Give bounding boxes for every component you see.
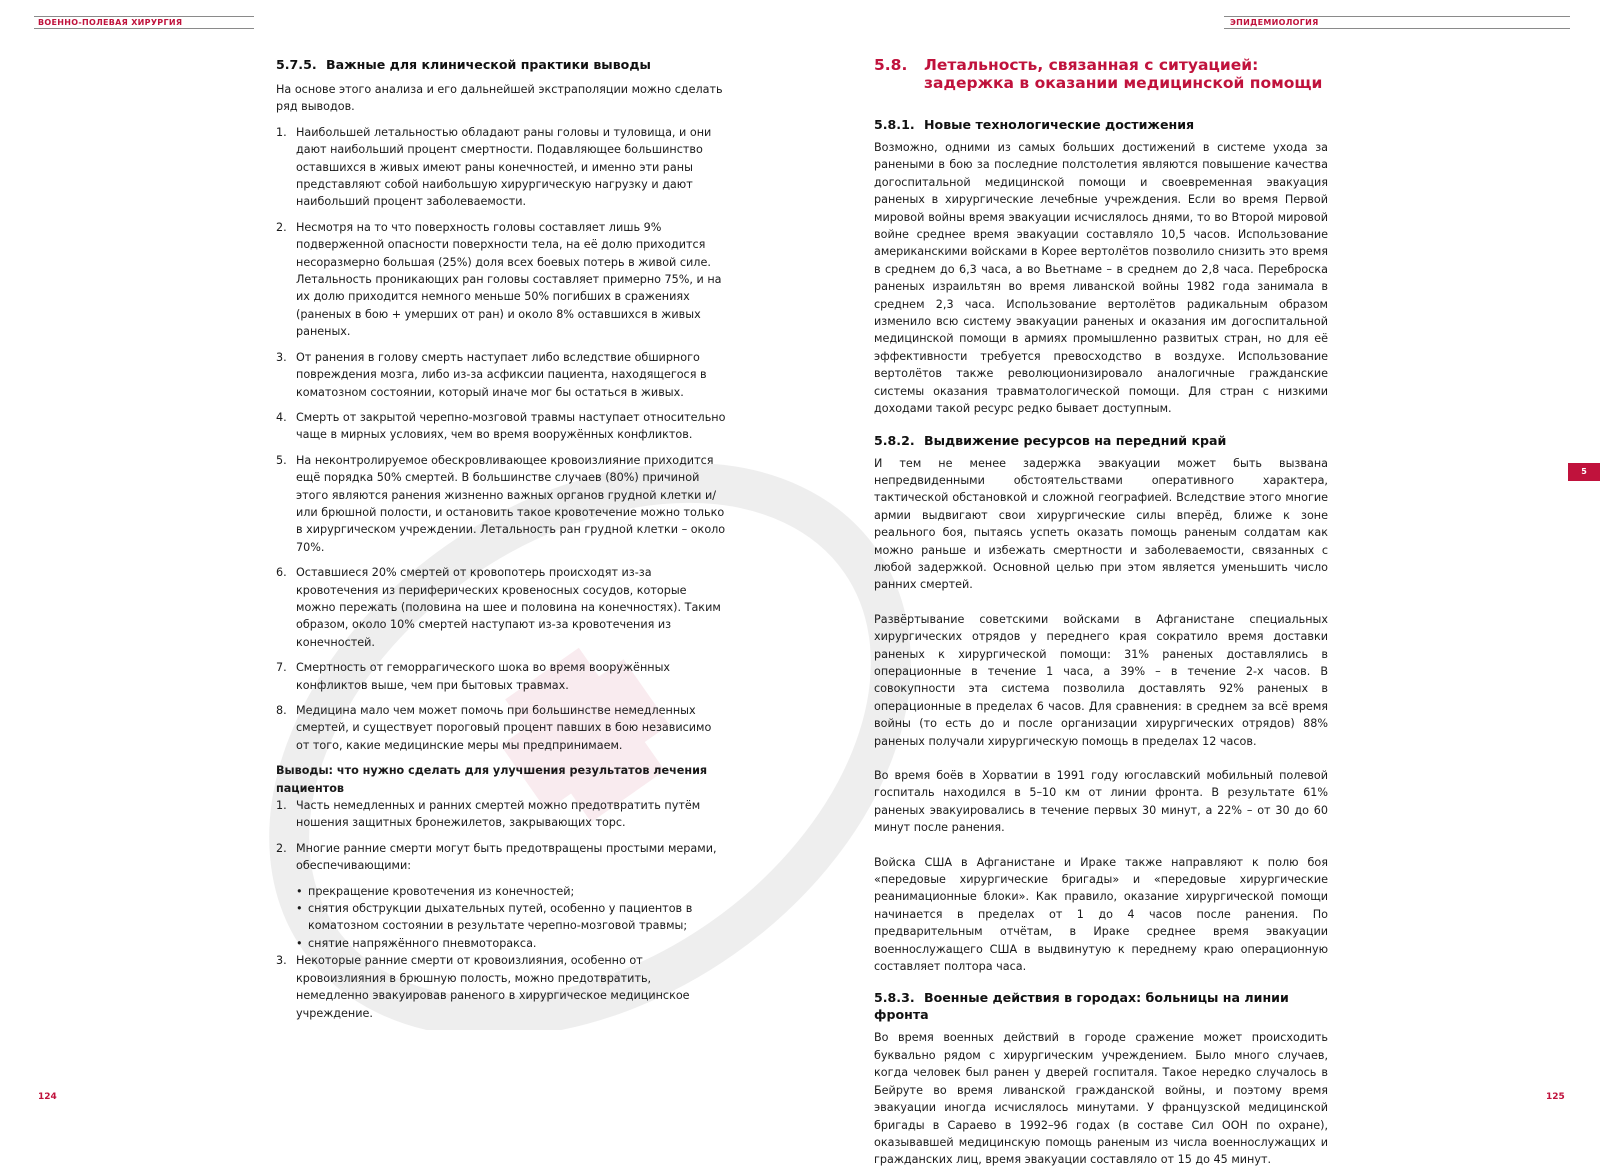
item-number: 1. [276,799,287,813]
item-text: Несмотря на то что поверхность головы составляет лишь 9% подверженной опасности поверхности тела, на её долю приходится несоразмерно большая (25%) доля всех боевых потерь в живой силе. Летальность проникающих ран головы составляет примерно 75%, и на их долю приходится немного меньше 50% погибших в сражениях (раненых в бою + умерших от ран) и около 8% оставшихся в живых раненых. [296,220,722,339]
item-text: Медицина мало чем может помочь при большинстве немедленных смертей, и существует пороговый процент павших в бою независимо от того, какие медицинские меры мы предпринимаем. [296,704,712,752]
measures-bullet-list [276,883,726,953]
item-number: 5. [276,453,287,467]
list-item [276,659,726,694]
findings-list [276,124,726,754]
paragraph: Во время боёв в Хорватии в 1991 году югославский мобильный полевой госпиталь находился в 5–10 км от линии фронта. В результате 61% раненых эвакуировались в течение первых 30 минут, а 22% – от 30 до 60 минут после ранения. [874,769,1328,835]
list-item [276,124,726,211]
intro-paragraph: На основе этого анализа и его дальнейшей экстраполяции можно сделать ряд выводов. [276,83,723,114]
section-heading-5-7-5 [276,56,726,73]
bullet-text: снятия обструкции дыхательных путей, особенно у пациентов в коматозном состоянии в результате черепно-мозговой травмы; [308,902,693,933]
list-item [276,702,726,754]
bullet-item [296,935,726,952]
page-number-left: 124 [38,1092,57,1102]
conclusions-heading: Выводы: что нужно сделать для улучшения результатов лечения пациентов [276,764,708,795]
item-number: 7. [276,661,287,675]
item-text: Смерть от закрытой черепно-мозговой травмы наступает относительно чаще в мирных условиях, чем во время вооружённых конфликтов. [296,410,726,442]
section-heading-5-8-1 [874,116,1328,133]
section-heading-5-8-2 [874,432,1328,449]
section-title: Важные для клинической практики выводы [326,57,651,72]
item-text: Многие ранние смерти могут быть предотвращены простыми мерами, обеспечивающими: [296,841,717,873]
list-item [276,840,726,875]
conclusions-list-continued [276,952,726,1022]
item-number: 4. [276,410,287,424]
running-head-right: ЭПИДЕМИОЛОГИЯ [1230,18,1319,27]
paragraph: Возможно, одними из самых больших достижений в системе ухода за ранеными в бою за последние полстолетия являются повышение качества догоспитальной медицинской помощи и своевременная эвакуация раненых в хирургические лечебные учреждения. Если во время Первой мировой войны время эвакуации исчислялось днями, то во Второй мировой войне среднее время эвакуации составляло 10,5 часов. Использование американскими войсками в Корее вертолётов позволило снизить это время в среднем до 6,3 часа, а во Вьетнаме – в среднем до 2,8 часа. Переброска раненых израильтян во время ливанской войны 1982 года занимала в среднем 2,3 часа. Использование вертолётов радикальным образом изменило всю систему эвакуации раненых и оказания им догоспитальной медицинской помощи в армиях промышленно развитых стран, но для её эффективности требуется превосходство в воздухе. Использование вертолётов также революционизировало аналогичные гражданские системы оказания травматологической помощи. Для стран с низкими доходами такой ресурс редко бывает доступным. [874,141,1328,416]
bullet-item [296,900,726,935]
list-item [276,452,726,556]
bullet-text: прекращение кровотечения из конечностей; [308,884,575,898]
paragraph: И тем не менее задержка эвакуации может быть вызвана непредвиденными обстоятельствами оперативного характера, тактической обстановкой и сложной географией. Вследствие этого многие армии выдвигают свои хирургические силы вперёд, ближе к зоне реального боя, пытаясь успеть оказать помощь раненым солдатам как можно раньше и избежать смертности и заболеваемости, связанных с любой задержкой. Основной целью при этом является уменьшить число ранних смертей. [874,456,1328,592]
item-text: На неконтролируемое обескровливающее кровоизлияние приходится ещё порядка 50% смертей. В большинстве случаев (80%) причиной этого являются ранения жизненно важных органов грудной клетки и/или брюшной полости, и остановить такое кровотечение можно только в хирургическом учреждении. Летальность ран грудной клетки – около 70%. [296,453,726,554]
item-number: 2. [276,841,287,855]
item-number: 3. [276,350,287,364]
bullet-marker: • [296,902,303,916]
paragraph: Развёртывание советскими войсками в Афганистане специальных хирургических отрядов у переднего края сократило время доставки раненых к хирургической помощи: 31% раненых доставлялись в операционные в течение 1 часа, а 39% – в течение 2-х часов. В совокупности эта система позволила доставлять 92% раненых в операционные в пределах 6 часов. Для сравнения: в среднем за всё время войны (то есть до и после организации хирургических отрядов) 88% раненых получали хирургическую помощь в пределах 12 часов. [874,612,1328,748]
right-column [874,56,1328,1169]
section-heading-5-8-3 [874,989,1328,1023]
list-item [276,219,726,341]
paragraph: Во время военных действий в городе сражение может происходить буквально рядом с хирургическим учреждением. Было много случаев, когда человек был ранен у дверей госпиталя. Такое нередко случалось в Бейруте во время ливанской гражданской войны, и поэтому время эвакуации иногда исчислялось минутами. У французской медицинской бригады в Сараево в 1992–96 годах (в составе Сил ООН по охране), оказывавшей медицинскую помощь раненым из числа военнослужащих и гражданских лиц, время эвакуации составляло от 15 до 45 минут. [874,1031,1328,1167]
section-number: 5.8.1. [874,117,915,132]
item-text: От ранения в голову смерть наступает либо вследствие обширного повреждения мозга, либо из-за асфиксии пациента, находящегося в коматозном состоянии, который иначе мог бы остаться в живых. [296,350,707,399]
header-rule-left-top [34,16,254,17]
list-item [276,797,726,832]
list-item [276,409,726,444]
list-item [276,952,726,1022]
section-number: 5.7.5. [276,57,317,72]
section-title: Военные действия в городах: больницы на линии фронта [874,990,1289,1023]
paragraph: Войска США в Афганистане и Ираке также направляют к полю боя «передовые хирургические бригады» и «передовые хирургические реанимационные блоки». Как правило, оказание хирургической помощи начинается в пределах от 1 до 4 часов после ранения. По предварительным отчётам, в Ираке среднее время эвакуации военнослужащего США в выдвинутую к переднему краю операционную составляет полтора часа. [874,855,1328,974]
section-title: Летальность, связанная с ситуацией: задержка в оказании медицинской помощи [924,56,1323,92]
item-text: Оставшиеся 20% смертей от кровопотерь происходят из-за кровотечения из периферических кровеносных сосудов, которые можно пережать (половина на шее и половина на конечностях). Таким образом, около 10% смертей наступают из-за кровотечения из конечностей. [296,566,721,649]
item-number: 1. [276,125,287,139]
section-title: Выдвижение ресурсов на передний край [924,432,1227,448]
left-column [276,56,726,1022]
item-text: Смертность от геморрагического шока во время вооружённых конфликтов выше, чем при бытовых травмах. [296,661,671,692]
bullet-text: снятие напряжённого пневмоторакса. [308,936,537,950]
item-number: 3. [276,954,287,968]
bullet-item [296,883,726,900]
header-rule-right-top [1224,16,1570,17]
list-item [276,564,726,651]
page-number-right: 125 [1546,1092,1565,1102]
section-title: Новые технологические достижения [924,117,1195,132]
conclusions-list [276,797,726,875]
running-head-left: ВОЕННО-ПОЛЕВАЯ ХИРУРГИЯ [38,18,183,27]
item-number: 2. [276,220,287,234]
item-text: Часть немедленных и ранних смертей можно предотвратить путём ношения защитных бронежилетов, закрывающих торс. [296,799,701,830]
header-rule-right-bottom [1224,28,1570,29]
section-number: 5.8.3. [874,990,915,1006]
bullet-marker: • [296,936,303,950]
section-number: 5.8.2. [874,432,915,448]
item-text: Наибольшей летальностью обладают раны головы и туловища, и они дают наибольший процент смертности. Подавляющее большинство оставшихся в живых имеют раны конечностей, и именно эти раны представляют собой наибольшую хирургическую нагрузку и дают наибольший процент заболеваемости. [296,125,712,209]
header-rule-left-bottom [34,28,254,29]
chapter-section-heading-5-8 [874,56,1328,92]
item-text: Некоторые ранние смерти от кровоизлияния, особенно от кровоизлияния в брюшную полость, можно предотвратить, немедленно эвакуировав раненого в хирургическое медицинское учреждение. [296,954,690,1020]
list-item [276,349,726,401]
bullet-marker: • [296,884,303,898]
chapter-tab: 5 [1568,463,1600,481]
item-number: 8. [276,704,287,717]
item-number: 6. [276,566,287,580]
section-number: 5.8. [874,56,908,74]
